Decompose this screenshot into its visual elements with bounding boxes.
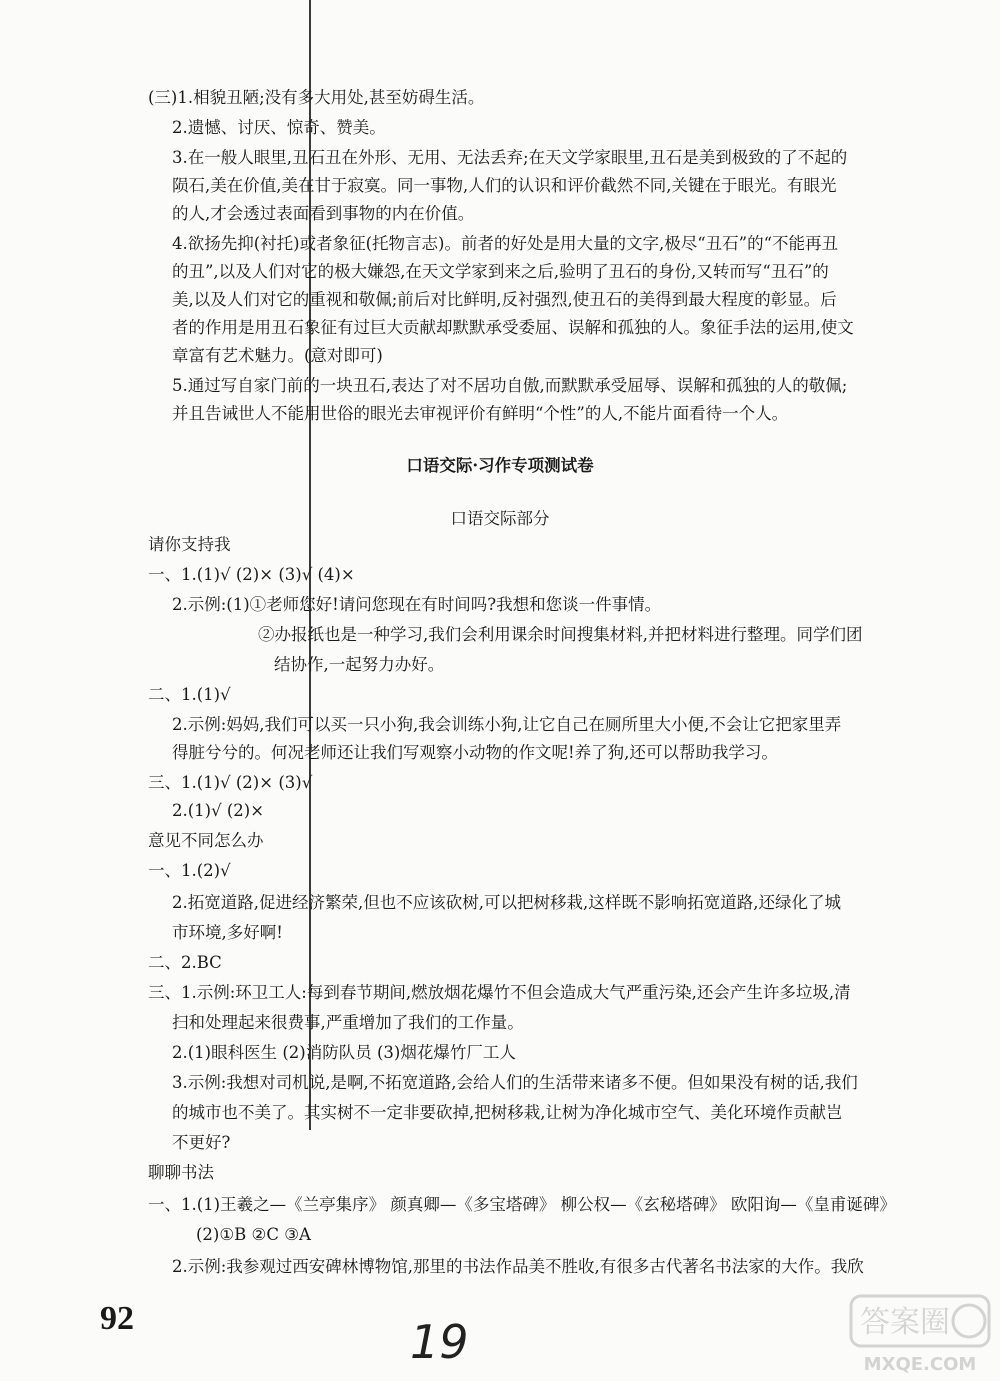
answer-line: 二、1.(1)√ (148, 685, 231, 704)
answer-line: (三)1.相貌丑陋;没有多大用处,甚至妨碍生活。 (148, 88, 485, 107)
answer-line: 一、1.(1)√ (2)× (3)√ (4)× (148, 565, 355, 584)
answer-line: 美,以及人们对它的重视和敬佩;前后对比鲜明,反衬强烈,使丑石的美得到最大程度的彰显。后 (172, 290, 837, 309)
watermark-text: 答案圈 (860, 1305, 950, 1340)
answer-line: 一、1.(2)√ (148, 861, 231, 880)
answer-line: 得脏兮兮的。何况老师还让我们写观察小动物的作文呢!养了狗,还可以帮助我学习。 (172, 743, 778, 762)
answer-line: 二、2.BC (148, 953, 222, 972)
topic-heading: 请你支持我 (148, 535, 231, 554)
watermark-url: MXQE.COM (863, 1354, 977, 1375)
answer-line: 2.示例:(1)①老师您好!请问您现在有时间吗?我想和您谈一件事情。 (172, 595, 662, 614)
page-number: 92 (100, 1300, 134, 1337)
handwritten-mark: 19 (410, 1315, 469, 1369)
answer-line: 的人,才会透过表面看到事物的内在价值。 (172, 204, 475, 223)
answer-line: 者的作用是用丑石象征有过巨大贡献却默默承受委屈、误解和孤独的人。象征手法的运用,使文 (172, 318, 854, 337)
section-subtitle: 口语交际部分 (450, 509, 550, 528)
answer-line: 陨石,美在价值,美在甘于寂寞。同一事物,人们的认识和评价截然不同,关键在于眼光。有眼光 (172, 176, 837, 195)
answer-line: 的城市也不美了。其实树不一定非要砍掉,把树移栽,让树为净化城市空气、美化环境作贡献岂 (172, 1103, 843, 1122)
answer-line: 4.欲扬先抑(衬托)或者象征(托物言志)。前者的好处是用大量的文字,极尽“丑石”的“不能再丑 (172, 234, 839, 253)
topic-heading: 聊聊书法 (148, 1163, 214, 1182)
answer-line: 一、1.(1)王羲之—《兰亭集序》 颜真卿—《多宝塔碑》 柳公权—《玄秘塔碑》 欧阳询—《皇甫诞碑》 (148, 1195, 896, 1214)
answer-line: 2.示例:我参观过西安碑林博物馆,那里的书法作品美不胜收,有很多古代著名书法家的大作。我欣 (172, 1257, 864, 1276)
answer-line: 2.(1)眼科医生 (2)消防队员 (3)烟花爆竹厂工人 (172, 1043, 516, 1062)
topic-heading: 意见不同怎么办 (148, 831, 264, 850)
answer-line: 5.通过写自家门前的一块丑石,表达了对不居功自傲,而默默承受屈辱、误解和孤独的人的敬佩; (172, 376, 848, 395)
answer-line: 三、1.示例:环卫工人:每到春节期间,燃放烟花爆竹不但会造成大气严重污染,还会产生许多垃圾,清 (148, 983, 851, 1002)
answer-line: 2.(1)√ (2)× (172, 801, 265, 820)
answer-line: 结协作,一起努力办好。 (274, 655, 445, 674)
answer-line: 3.在一般人眼里,丑石丑在外形、无用、无法丢弃;在天文学家眼里,丑石是美到极致的了不起的 (172, 148, 848, 167)
answer-line: 不更好? (172, 1133, 231, 1152)
answer-line: 的丑”,以及人们对它的极大嫌怨,在天文学家到来之后,验明了丑石的身份,又转而写“丑石”的 (172, 262, 829, 281)
answer-line: 市环境,多好啊! (172, 923, 283, 942)
answer-line: 2.拓宽道路,促进经济繁荣,但也不应该砍树,可以把树移栽,这样既不影响拓宽道路,还绿化了城 (172, 893, 841, 912)
answer-line: 3.示例:我想对司机说,是啊,不拓宽道路,会给人们的生活带来诸多不便。但如果没有树的话,我们 (172, 1073, 858, 1092)
answer-line: 扫和处理起来很费事,严重增加了我们的工作量。 (172, 1013, 524, 1032)
answer-line: (2)①B ②C ③A (196, 1225, 311, 1244)
answer-line: 章富有艺术魅力。(意对即可) (172, 346, 383, 365)
answer-line: 2.遗憾、讨厌、惊奇、赞美。 (172, 118, 386, 137)
answer-line: 并且告诫世人不能用世俗的眼光去审视评价有鲜明“个性”的人,不能片面看待一个人。 (172, 404, 789, 423)
answer-line: ②办报纸也是一种学习,我们会利用课余时间搜集材料,并把材料进行整理。同学们团 (258, 625, 863, 644)
section-title: 口语交际·习作专项测试卷 (406, 456, 594, 475)
answer-line: 三、1.(1)√ (2)× (3)√ (148, 773, 313, 792)
answer-line: 2.示例:妈妈,我们可以买一只小狗,我会训练小狗,让它自己在厕所里大小便,不会让它把家里弄 (172, 715, 842, 734)
watermark-logo-icon (845, 1290, 995, 1378)
